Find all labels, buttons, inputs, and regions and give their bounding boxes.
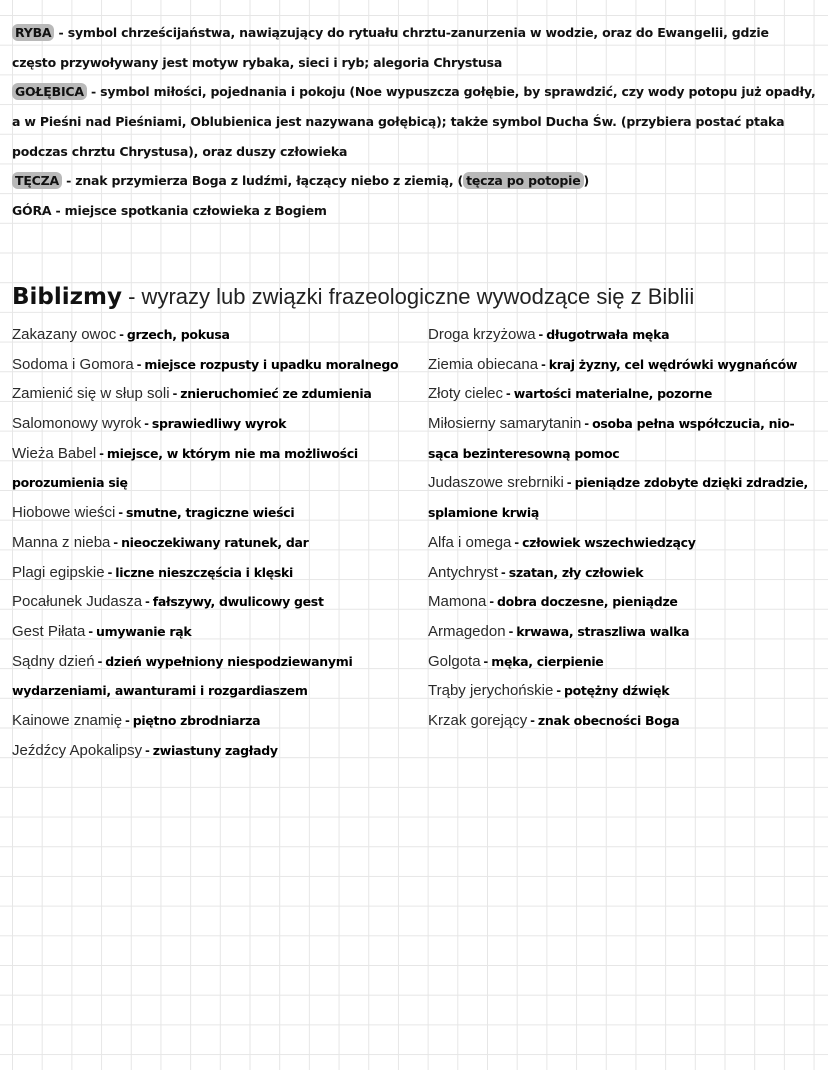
dash-separator: - bbox=[88, 622, 94, 639]
symbol-ryba-line-2 bbox=[12, 48, 816, 78]
dash-separator: - bbox=[145, 593, 150, 610]
biblizm-term: Hiobowe wieści bbox=[12, 504, 116, 522]
biblizm-term: Ziemia obiecana bbox=[428, 355, 539, 373]
biblizm-entry bbox=[428, 558, 828, 588]
biblizm-definition-continued: wydarzeniami, awanturami i rozgardiaszem bbox=[12, 683, 308, 699]
biblizm-entry bbox=[12, 558, 422, 588]
biblizm-definition: nieoczekiwany ratunek, dar bbox=[121, 534, 309, 550]
dash-separator: - bbox=[506, 385, 511, 402]
biblizm-term: Salomonowy wyrok bbox=[12, 415, 142, 433]
biblizm-definition: dobra doczesne, pieniądze bbox=[497, 594, 678, 610]
symbol-text: a w Pieśni nad Pieśniami, Oblubienica jest nazywana gołębicą); także symbol Ducha Św. (przybiera postać ptaka bbox=[12, 114, 785, 130]
biblizm-definition: pieniądze zdobyte dzięki zdradzie, bbox=[574, 475, 808, 491]
biblizm-entry-continuation bbox=[12, 468, 422, 498]
biblizm-term: Jeźdźcy Apokalipsy bbox=[12, 741, 143, 759]
symbol-gora-line bbox=[12, 196, 816, 226]
biblizm-definition: szatan, zły człowiek bbox=[508, 564, 644, 580]
biblizm-entry bbox=[428, 379, 828, 409]
dash-separator: - bbox=[119, 326, 124, 342]
highlight-label: RYBA bbox=[12, 24, 54, 41]
symbol-tecza-line bbox=[12, 166, 816, 196]
dash-separator: - bbox=[501, 563, 506, 580]
symbol-text: ) bbox=[583, 173, 590, 189]
biblizm-definition: umywanie rąk bbox=[96, 623, 192, 639]
highlight-label: TĘCZA bbox=[12, 172, 62, 189]
biblizm-definition: krwawa, straszliwa walka bbox=[516, 623, 690, 639]
biblizm-entry bbox=[12, 379, 422, 409]
dash-separator: - bbox=[99, 444, 104, 461]
biblizm-term: Kainowe znamię bbox=[12, 711, 123, 729]
biblizm-definition: piętno zbrodniarza bbox=[132, 712, 261, 728]
biblizm-term: Golgota bbox=[428, 652, 481, 670]
biblizm-term: Trąby jerychońskie bbox=[428, 682, 554, 700]
biblizm-definition: zwiastuny zagłady bbox=[152, 742, 278, 758]
section-heading bbox=[12, 282, 694, 312]
biblizm-definition: miejsce, w którym nie ma możliwości bbox=[106, 445, 358, 461]
biblizm-definition: męka, cierpienie bbox=[491, 653, 604, 669]
dash-separator: - bbox=[172, 385, 178, 402]
dash-separator: - bbox=[136, 355, 142, 372]
symbol-label: GÓRA bbox=[12, 203, 52, 219]
biblizm-entry bbox=[12, 320, 422, 350]
biblizm-term: Antychryst bbox=[428, 563, 499, 581]
biblizm-term: Sądny dzień bbox=[12, 652, 95, 670]
section-title: Biblizmy bbox=[12, 284, 122, 310]
dash-separator: - bbox=[145, 741, 150, 758]
biblizm-term: Manna z nieba bbox=[12, 533, 111, 551]
biblizm-definition: człowiek wszechwiedzący bbox=[522, 534, 696, 550]
dash-separator: - bbox=[541, 355, 546, 372]
biblizm-term: Plagi egipskie bbox=[12, 563, 105, 581]
dash-separator: - bbox=[584, 415, 590, 432]
biblizm-entry bbox=[428, 528, 828, 558]
biblizm-term: Armagedon bbox=[428, 622, 506, 640]
right-column bbox=[428, 320, 828, 736]
biblizm-entry bbox=[428, 587, 828, 617]
symbol-ryba-line-1 bbox=[12, 18, 816, 48]
dash-separator: - bbox=[107, 563, 113, 580]
biblizm-entry bbox=[428, 350, 828, 380]
dash-separator: - bbox=[113, 533, 119, 550]
dash-separator: - bbox=[125, 711, 130, 728]
biblizm-entry bbox=[12, 439, 422, 469]
biblizm-entry bbox=[12, 706, 422, 736]
biblizm-entry bbox=[12, 647, 422, 677]
biblizm-definition-continued: porozumienia się bbox=[12, 475, 128, 491]
biblizm-definition: kraj żyzny, cel wędrówki wygnańców bbox=[548, 356, 798, 372]
biblizm-term: Gest Piłata bbox=[12, 622, 86, 640]
biblizm-entry bbox=[12, 528, 422, 558]
section-subtitle: - wyrazy lub związki frazeologiczne wywodzące się z Biblii bbox=[122, 284, 695, 309]
symbol-text: - symbol miłości, pojednania i pokoju (Noe wypuszcza gołębie, by sprawdzić, czy wody potopu już opadły, bbox=[86, 84, 816, 100]
highlight-note: tęcza po potopie bbox=[463, 172, 583, 189]
biblizm-definition-continued: sąca bezinteresowną pomoc bbox=[428, 445, 620, 461]
biblizm-definition: grzech, pokusa bbox=[126, 327, 230, 342]
biblizm-term: Droga krzyżowa bbox=[428, 326, 536, 343]
symbol-text: często przywoływany jest motyw rybaka, sieci i ryb; alegoria Chrystusa bbox=[12, 54, 503, 70]
biblizm-definition: liczne nieszczęścia i klęski bbox=[115, 564, 294, 580]
biblizm-definition: wartości materialne, pozorne bbox=[513, 386, 712, 402]
dash-separator: - bbox=[538, 326, 544, 342]
biblizm-term: Miłosierny samarytanin bbox=[428, 415, 582, 433]
biblizm-definition: znak obecności Boga bbox=[537, 712, 680, 728]
biblizm-term: Sodoma i Gomora bbox=[12, 355, 134, 373]
symbols-section bbox=[12, 18, 816, 226]
biblizm-term: Mamona bbox=[428, 593, 487, 611]
dash-separator: - bbox=[508, 622, 514, 639]
highlight-label: GOŁĘBICA bbox=[12, 83, 87, 100]
biblizm-definition: miejsce rozpusty i upadku moralnego bbox=[144, 356, 399, 372]
biblizm-entry bbox=[428, 320, 828, 350]
biblizm-entry bbox=[428, 409, 828, 439]
biblizm-definition: smutne, tragiczne wieści bbox=[126, 505, 295, 521]
dash-separator: - bbox=[118, 504, 124, 521]
biblizm-entry bbox=[12, 617, 422, 647]
biblizm-entry bbox=[12, 350, 422, 380]
biblizm-definition: znieruchomieć ze zdumienia bbox=[180, 386, 372, 402]
biblizm-entry bbox=[12, 587, 422, 617]
dash-separator: - bbox=[483, 652, 489, 669]
biblizm-definition: dzień wypełniony niespodziewanymi bbox=[105, 653, 353, 669]
biblizm-term: Pocałunek Judasza bbox=[12, 593, 143, 611]
dash-separator: - bbox=[489, 593, 495, 610]
biblizm-term: Złoty cielec bbox=[428, 385, 504, 403]
left-column bbox=[12, 320, 422, 765]
biblizm-term: Zakazany owoc bbox=[12, 326, 117, 343]
symbol-text: - znak przymierza Boga z ludźmi, łączący niebo z ziemią, ( bbox=[61, 173, 464, 189]
dash-separator: - bbox=[144, 415, 149, 432]
biblizm-entry bbox=[12, 498, 422, 528]
biblizm-entry bbox=[428, 706, 828, 736]
dash-separator: - bbox=[530, 711, 535, 728]
biblizm-entry bbox=[12, 736, 422, 766]
biblizm-term: Alfa i omega bbox=[428, 533, 512, 551]
dash-separator: - bbox=[97, 652, 103, 669]
symbol-golebica-line-2 bbox=[12, 107, 816, 137]
symbol-golebica-line-3 bbox=[12, 137, 816, 167]
biblizm-entry bbox=[428, 676, 828, 706]
biblizm-definition-continued: splamione krwią bbox=[428, 505, 539, 521]
biblizm-entry bbox=[428, 468, 828, 498]
dash-separator: - bbox=[566, 474, 572, 491]
biblizm-definition: fałszywy, dwulicowy gest bbox=[152, 594, 324, 610]
dash-separator: - bbox=[514, 533, 520, 550]
biblizm-entry bbox=[428, 617, 828, 647]
biblizm-term: Wieża Babel bbox=[12, 444, 97, 462]
biblizm-definition: potężny dźwięk bbox=[564, 683, 670, 699]
biblizm-definition: osoba pełna współczucia, nio- bbox=[592, 416, 795, 432]
biblizm-term: Judaszowe srebrniki bbox=[428, 474, 564, 492]
dash-separator: - bbox=[556, 682, 561, 699]
symbol-text: - miejsce spotkania człowieka z Bogiem bbox=[51, 203, 327, 219]
symbol-golebica-line-1 bbox=[12, 77, 816, 107]
biblizm-term: Zamienić się w słup soli bbox=[12, 385, 170, 403]
biblizm-entry-continuation bbox=[428, 498, 828, 528]
symbol-text: podczas chrztu Chrystusa), oraz duszy człowieka bbox=[12, 143, 348, 159]
biblizm-definition: długotrwała męka bbox=[546, 327, 670, 342]
biblizm-entry bbox=[428, 647, 828, 677]
biblizm-entry-continuation bbox=[428, 439, 828, 469]
biblizm-term: Krzak gorejący bbox=[428, 711, 528, 729]
biblizm-entry-continuation bbox=[12, 676, 422, 706]
symbol-text: - symbol chrześcijaństwa, nawiązujący do rytuału chrztu-zanurzenia w wodzie, oraz do Ewangelii, gdzie bbox=[54, 25, 769, 40]
biblizm-entry bbox=[12, 409, 422, 439]
biblizm-definition: sprawiedliwy wyrok bbox=[151, 416, 287, 432]
